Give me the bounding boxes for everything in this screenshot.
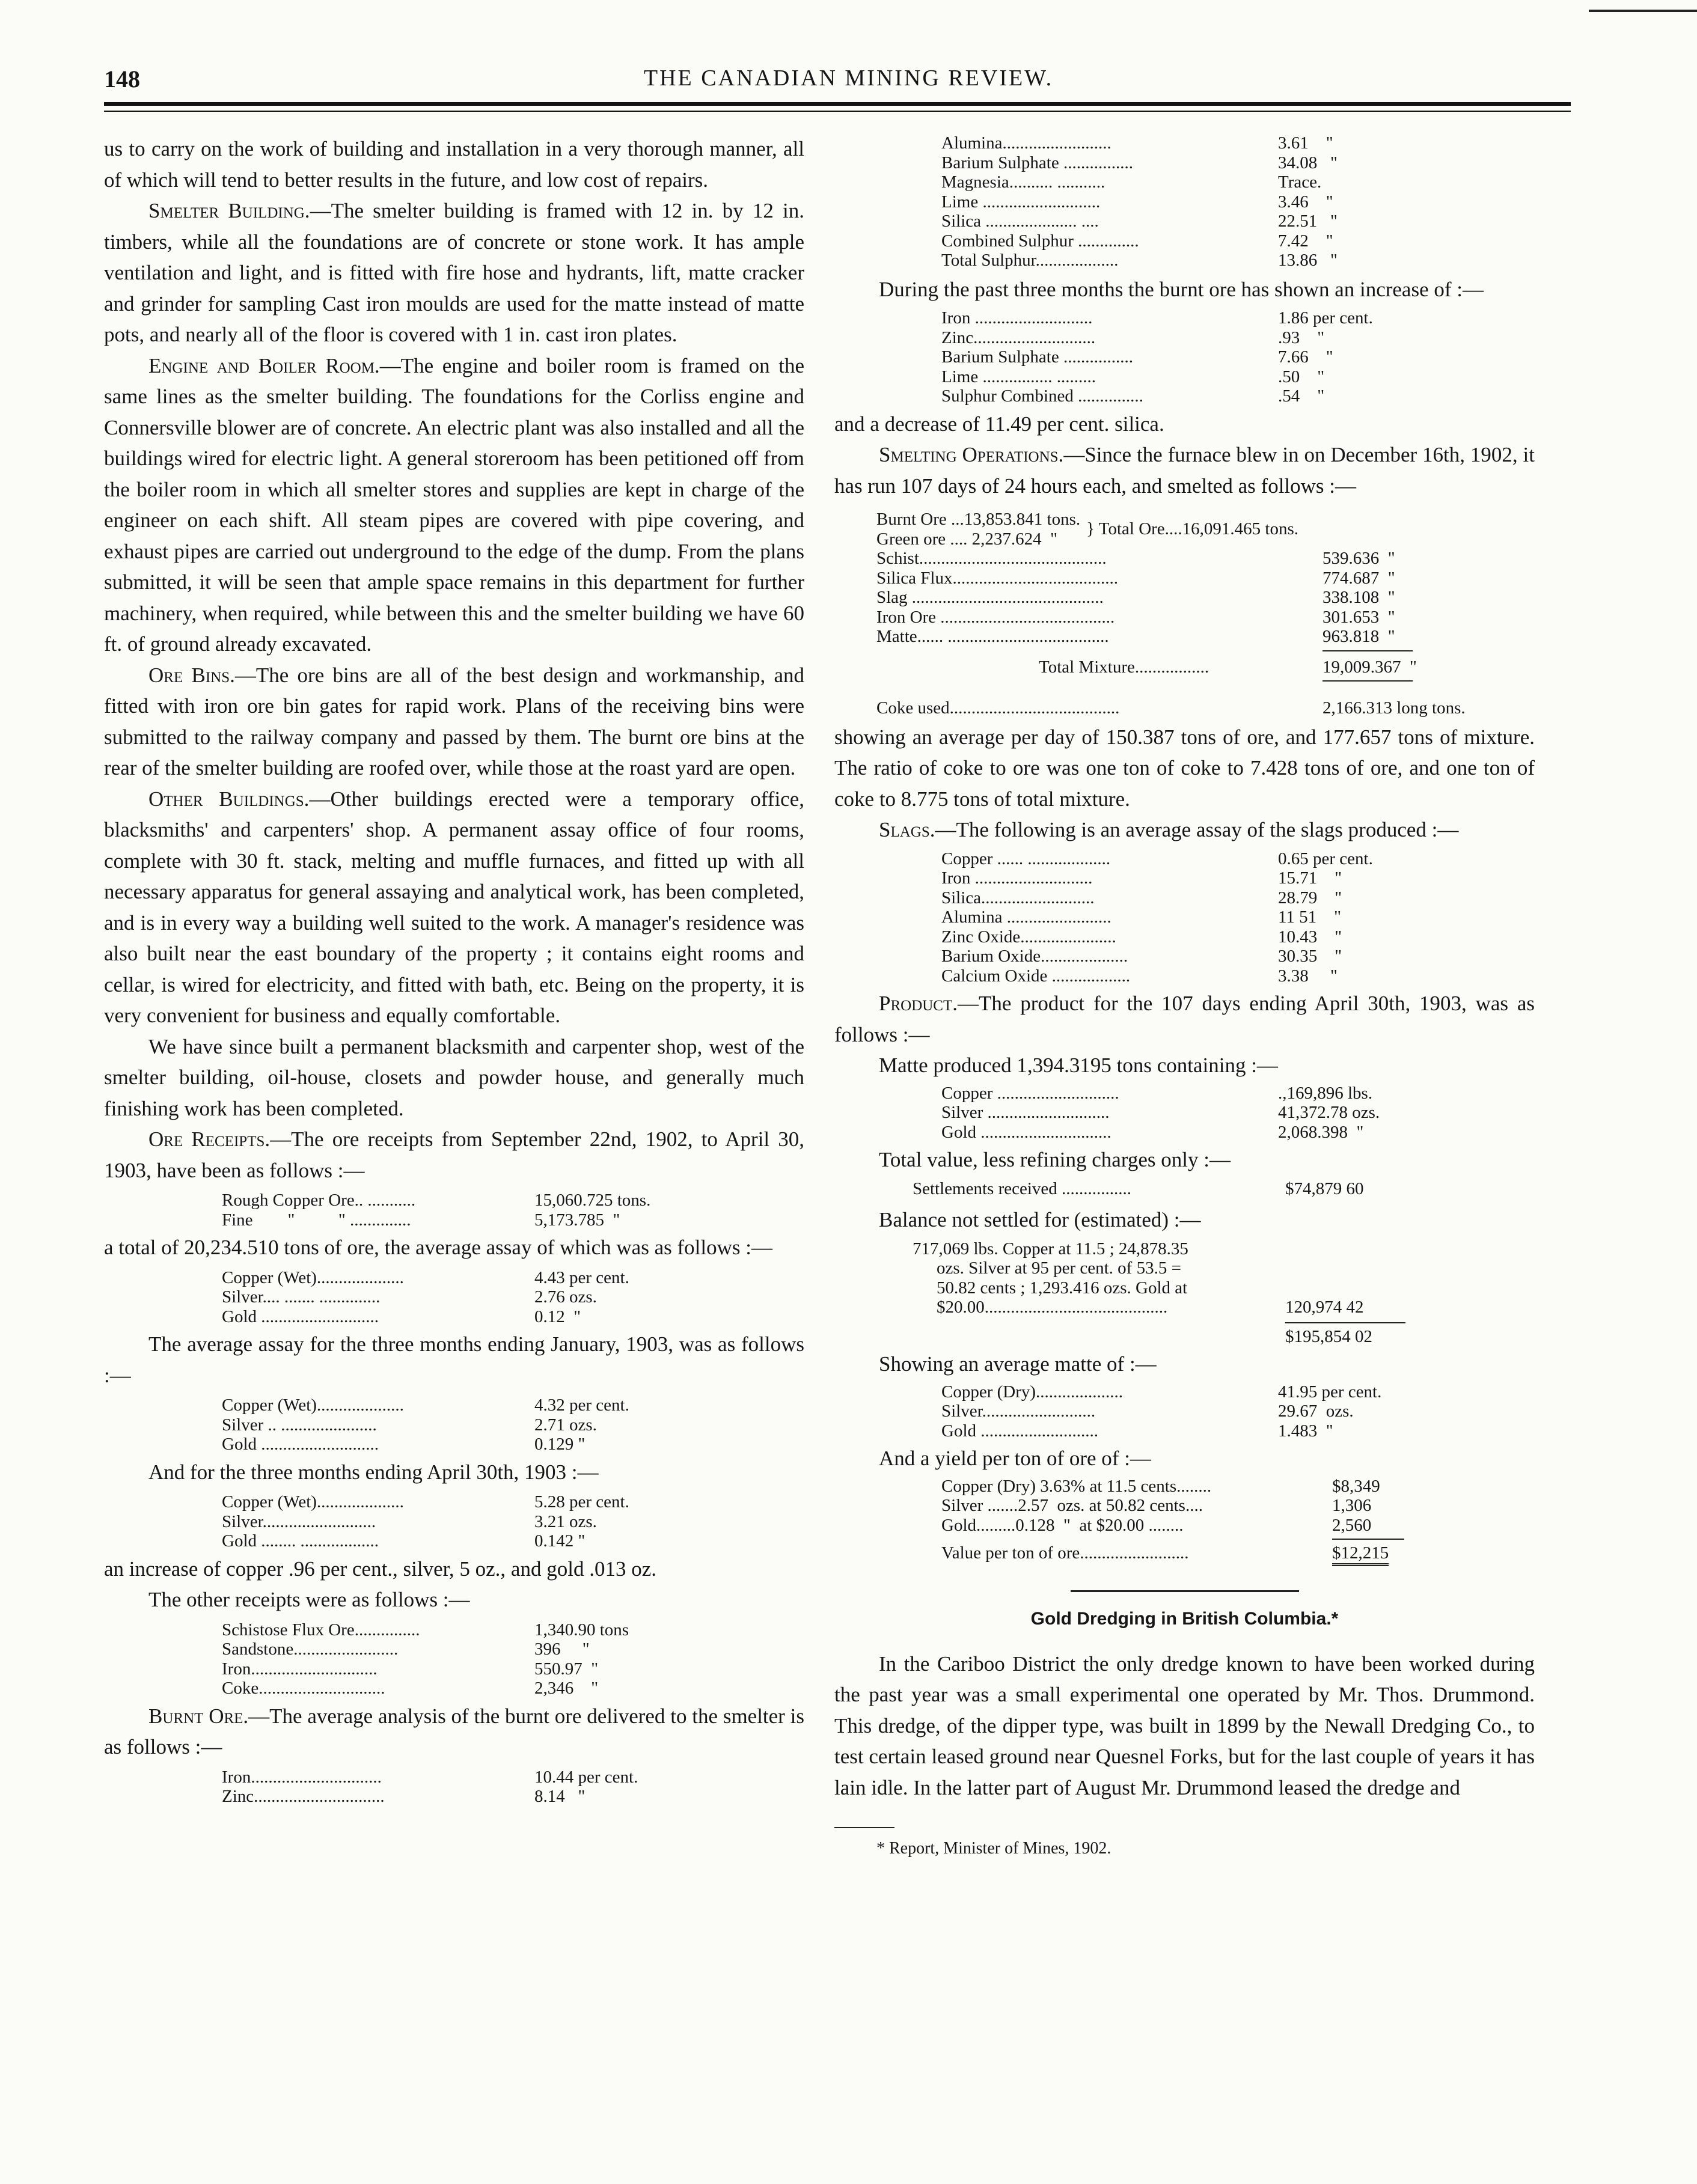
table-row: Iron.............................. 10.44 per cent. [222, 1767, 638, 1787]
assay-table-3 [222, 1492, 804, 1551]
table-row: Gold ........................... 1.483 " [941, 1421, 1333, 1441]
table-row: Slag ............................................ 338.108 " [876, 588, 1395, 607]
table-row: Copper ...... ................... 0.65 per cent. [941, 849, 1373, 868]
yield-table [941, 1477, 1535, 1566]
table-row: Total Sulphur................... 13.86 " [941, 251, 1338, 270]
burnt-ore-table-a [222, 1768, 804, 1807]
section-head-product: Product. [879, 992, 958, 1015]
table-row: Matte...... ..................................... 963.818 " [876, 627, 1395, 646]
slags-table [941, 849, 1535, 986]
paragraph-increase: an increase of copper .96 per cent., silver, 5 oz., and gold .013 oz. [104, 1557, 656, 1581]
paragraph-matte-produced: Matte produced 1,394.3195 tons containing :— [879, 1054, 1278, 1077]
table-row: Silver ............................ 41,372.78 ozs. [941, 1103, 1380, 1122]
paragraph-showing: showing an average per day of 150.387 tons of ore, and 177.657 tons of mixture. The ratio of coke to ore was one ton of coke to 7.428 tons of ore, and one ton of coke to 8.775 tons of total mixture. [834, 725, 1535, 811]
paragraph-since-built: We have since built a permanent blacksmith and carpenter shop, west of the smelter building, oil-house, closets and powder house, and generally much finishing work has been completed. [104, 1034, 804, 1120]
table-row: Gold.........0.128 " at $20.00 ........ 2,560 [941, 1515, 1372, 1535]
table-row: Alumina ........................ 11 51 " [941, 907, 1342, 927]
footnote: * Report, Minister of Mines, 1902. [876, 1839, 1111, 1858]
table-row: Silica Flux...................................... 774.687 " [876, 568, 1395, 588]
table-row: Silica ..................... .... 22.51 " [941, 212, 1338, 231]
table-row: Barium Sulphate ................ 7.66 " [941, 347, 1333, 367]
table-row: Alumina......................... 3.61 " [941, 133, 1333, 153]
table-row: Barium Oxide.................... 30.35 " [941, 947, 1342, 966]
paragraph-ore-receipts: Ore Receipts.—The ore receipts from September 22nd, 1902, to April 30, 1903, have been as follows :— [104, 1127, 805, 1182]
table-row: Burnt Ore ...13,853.841 tons. [876, 510, 1081, 529]
paragraph-article: In the Cariboo District the only dredge known to have been worked during the past year was a small experimental one operated by Mr. Thos. Drummond. This dredge, of the dipper type, was built in 1899 by the Newall Dredging Co., to test certain leased ground near Quesnel Forks, but for the last couple of years it has lain idle. In the latter part of August Mr. Drummond leased the dredge and [834, 1652, 1535, 1799]
table-row: Green ore .... 2,237.624 " [876, 529, 1057, 549]
assay-table-1 [222, 1268, 804, 1327]
paragraph-showing-matte: Showing an average matte of :— [879, 1352, 1157, 1376]
page-number: 148 [104, 66, 140, 93]
table-row: Gold ........ .................. 0.142 " [222, 1531, 586, 1551]
table-row: Iron............................. 550.97 " [222, 1659, 599, 1679]
right-column [834, 133, 1535, 1858]
table-row: 717,069 lbs. Copper at 11.5 ; 24,878.35 [913, 1239, 1188, 1258]
paragraph-engine-boiler: Engine and Boiler Room.—The engine and boiler room is framed on the same lines as the smelter building. The foundations for the Corliss engine and Connersville blower are of concrete. An electric plant was also installed and all the buildings wired for electric light. A general storeroom has been petitioned off from the boiler room in which all smelter stores and supplies are kept in charge of the engineer on each shift. All steam pipes are covered with pipe covering, and exhaust pipes are carried out underground to the edge of the dump. From the plans submitted, it will be seen that ample space remains in this department for further machinery, when required, while between this and the smelter building we have 60 ft. of ground already excavated. [104, 353, 804, 656]
value-per-ton-row: Value per ton of ore......................... $12,215 [941, 1543, 1535, 1566]
paragraph-smelter-building: Smelter Building.—The smelter building is framed with 12 in. by 12 in. timbers, while all the foundations are of concrete or stone work. It has ample ventilation and light, and is fitted with fire hose and hydrants, lift, matte cracker and grinder for sampling Cast iron moulds are used for the matte instead of matte pots, and nearly all of the floor is covered with 1 in. cast iron plates. [104, 199, 804, 346]
table-row: Sandstone........................ 396 " [222, 1640, 590, 1659]
table-row: Silver .. ...................... 2.71 ozs. [222, 1415, 597, 1435]
table-row: $20.00.......................................... 120,974 42 [937, 1298, 1364, 1317]
table-row: Rough Copper Ore.. ........... 15,060.725 tons. [222, 1191, 651, 1210]
left-column [104, 133, 804, 1809]
table-row: Gold ........................... 0.129 " [222, 1435, 586, 1454]
assay-table-2 [222, 1396, 804, 1454]
table-row: ozs. Silver at 95 per cent. of 53.5 = [937, 1258, 1181, 1278]
paragraph-other-receipts: The other receipts were as follows :— [148, 1588, 470, 1611]
paragraph-ore-bins: Ore Bins.—The ore bins are all of the best design and workmanship, and fitted with iron ore bin gates for rapid work. Plans of the receiving bins were submitted to the railway company and passed by them. The burnt ore bins at the rear of the smelter building are roofed over, while those at the roast yard are open. [104, 663, 804, 779]
paragraph-smelting: Smelting Operations.—Since the furnace blew in on December 16th, 1902, it has run 107 days of 24 hours each, and smelted as follows :— [834, 443, 1535, 498]
total-mixture-row: Total Mixture................. 19,009.367 " [1039, 657, 1417, 677]
table-row: Copper (Wet).................... 5.28 per cent. [222, 1492, 629, 1511]
total-mixture-underline [1322, 680, 1413, 682]
paragraph-total-value: Total value, less refining charges only :— [879, 1148, 1231, 1171]
balance-rule [1285, 1322, 1405, 1323]
paragraph-balance: Balance not settled for (estimated) :— [879, 1208, 1201, 1231]
smelting-table [876, 510, 1535, 682]
table-row: Zinc............................ .93 " [941, 328, 1325, 347]
table-row: Lime ........................... 3.46 " [941, 192, 1333, 212]
settlements-row: Settlements received ................ $74,879 60 [913, 1179, 1364, 1198]
table-row: Schistose Flux Ore............... 1,340.90 tons [222, 1620, 629, 1640]
table-row: Silver.... ....... .............. 2.76 ozs. [222, 1287, 597, 1307]
paragraph-burnt-increase: During the past three months the burnt ore has shown an increase of :— [879, 277, 1484, 301]
section-divider [1071, 1590, 1299, 1592]
avg-matte-table [941, 1382, 1535, 1441]
table-row: Zinc.............................. 8.14 " [222, 1787, 586, 1806]
total-mixture-rule [1322, 650, 1413, 651]
section-head-ore-bins: Ore Bins. [148, 663, 235, 687]
table-row: Calcium Oxide .................. 3.38 " [941, 966, 1338, 986]
table-row: Copper (Dry) 3.63% at 11.5 cents........ $8,349 [941, 1476, 1380, 1496]
table-row: Iron Ore ........................................ 301.653 " [876, 607, 1395, 627]
table-row: Magnesia.......... ........... Trace. [941, 172, 1322, 192]
receipts-table [222, 1191, 804, 1230]
paragraph-decrease: and a decrease of 11.49 per cent. silica. [834, 412, 1164, 436]
footnote-rule [834, 1827, 894, 1828]
coke-used-row: Coke used....................................... 2,166.313 long tons. [876, 698, 1466, 718]
table-row: Iron ........................... 15.71 " [941, 868, 1342, 888]
section-head-burnt-ore: Burnt Ore. [148, 1704, 249, 1728]
paragraph-total: a total of 20,234.510 tons of ore, the average assay of which was as follows :— [104, 1236, 772, 1259]
paragraph-intro: us to carry on the work of building and installation in a very thorough manner, all of which will tend to better results in the future, and low cost of repairs. [104, 137, 804, 192]
header-rule-thick [104, 102, 1571, 106]
table-row: 50.82 cents ; 1,293.416 ozs. Gold at [937, 1278, 1188, 1298]
total-ore: } Total Ore....16,091.465 tons. [1086, 519, 1299, 539]
table-row: Barium Sulphate ................ 34.08 " [941, 153, 1338, 172]
table-row: Copper (Dry).................... 41.95 per cent. [941, 1382, 1382, 1402]
other-receipts-table [222, 1620, 804, 1698]
paragraph-april: And for the three months ending April 30th, 1903 :— [148, 1460, 599, 1484]
balance-block [913, 1239, 1535, 1347]
table-row: Lime ................ ......... .50 " [941, 367, 1325, 386]
table-row: Schist........................................... 539.636 " [876, 549, 1395, 568]
corner-rule [1589, 10, 1697, 12]
matte-table [941, 1084, 1535, 1142]
ore-total-block [876, 510, 1535, 549]
table-row: Coke............................. 2,346 " [222, 1679, 599, 1698]
section-head-ore-receipts: Ore Receipts. [148, 1127, 271, 1151]
section-head-engine-boiler: Engine and Boiler Room. [148, 353, 380, 377]
increase-table [941, 308, 1535, 406]
table-row: Fine " " .............. 5,173.785 " [222, 1210, 620, 1230]
section-head-smelter-building: Smelter Building. [148, 199, 310, 222]
table-row: Copper (Wet).................... 4.32 per cent. [222, 1396, 629, 1415]
table-row: Silver.......................... 29.67 ozs. [941, 1402, 1354, 1421]
burnt-ore-table-b [941, 133, 1535, 270]
table-row: Combined Sulphur .............. 7.42 " [941, 231, 1333, 251]
paragraph-product: Product.—The product for the 107 days ending April 30th, 1903, was as follows :— [834, 992, 1535, 1046]
table-row: Gold ........................... 0.12 " [222, 1307, 581, 1326]
table-row: Sulphur Combined ............... .54 " [941, 386, 1325, 406]
header-rule-thin [104, 111, 1571, 112]
table-row: Gold .............................. 2,068.398 " [941, 1122, 1364, 1142]
paragraph-slags: Slags.—The following is an average assay of the slags produced :— [879, 818, 1459, 841]
section-head-slags: Slags. [879, 818, 935, 841]
paragraph-yield: And a yield per ton of ore of :— [879, 1447, 1151, 1470]
paragraph-other-buildings: Other Buildings.—Other buildings erected were a temporary office, blacksmiths' and carpenters' shop. A permanent assay office of four rooms, complete with 30 ft. stack, melting and muffle furnaces, and fitted up with all necessary apparatus for general assaying and analytical work, has been completed, and is in every way a building well suited to the work. A manager's residence was also built near the east boundary of the property ; it contains eight rooms and cellar, is wired for electricity, and fitted with bath, etc. Being on the property, it is very convenient for business and equally comfortable. [104, 787, 804, 1027]
table-row: Copper ............................ .,169,896 lbs. [941, 1083, 1373, 1103]
table-row: Silica.......................... 28.79 " [941, 888, 1342, 907]
balance-total: $195,854 02 [1285, 1326, 1372, 1346]
paragraph-avg-january: The average assay for the three months ending January, 1903, was as follows :— [104, 1332, 804, 1387]
table-row: Silver.......................... 3.21 ozs. [222, 1511, 597, 1531]
table-row: Zinc Oxide...................... 10.43 " [941, 927, 1342, 947]
section-head-other-buildings: Other Buildings. [148, 787, 310, 811]
section-head-smelting: Smelting Operations. [879, 443, 1064, 466]
article-title: Gold Dredging in British Columbia.* [1030, 1608, 1339, 1629]
journal-title: THE CANADIAN MINING REVIEW. [643, 66, 1054, 91]
table-row: Copper (Wet).................... 4.43 per cent. [222, 1267, 629, 1287]
paragraph-burnt-ore: Burnt Ore.—The average analysis of the burnt ore delivered to the smelter is as follows :— [104, 1704, 804, 1758]
table-row: Silver .......2.57 ozs. at 50.82 cents.... 1,306 [941, 1496, 1372, 1515]
table-row: Iron ........................... 1.86 per cent. [941, 308, 1373, 328]
yield-rule [1332, 1539, 1404, 1540]
